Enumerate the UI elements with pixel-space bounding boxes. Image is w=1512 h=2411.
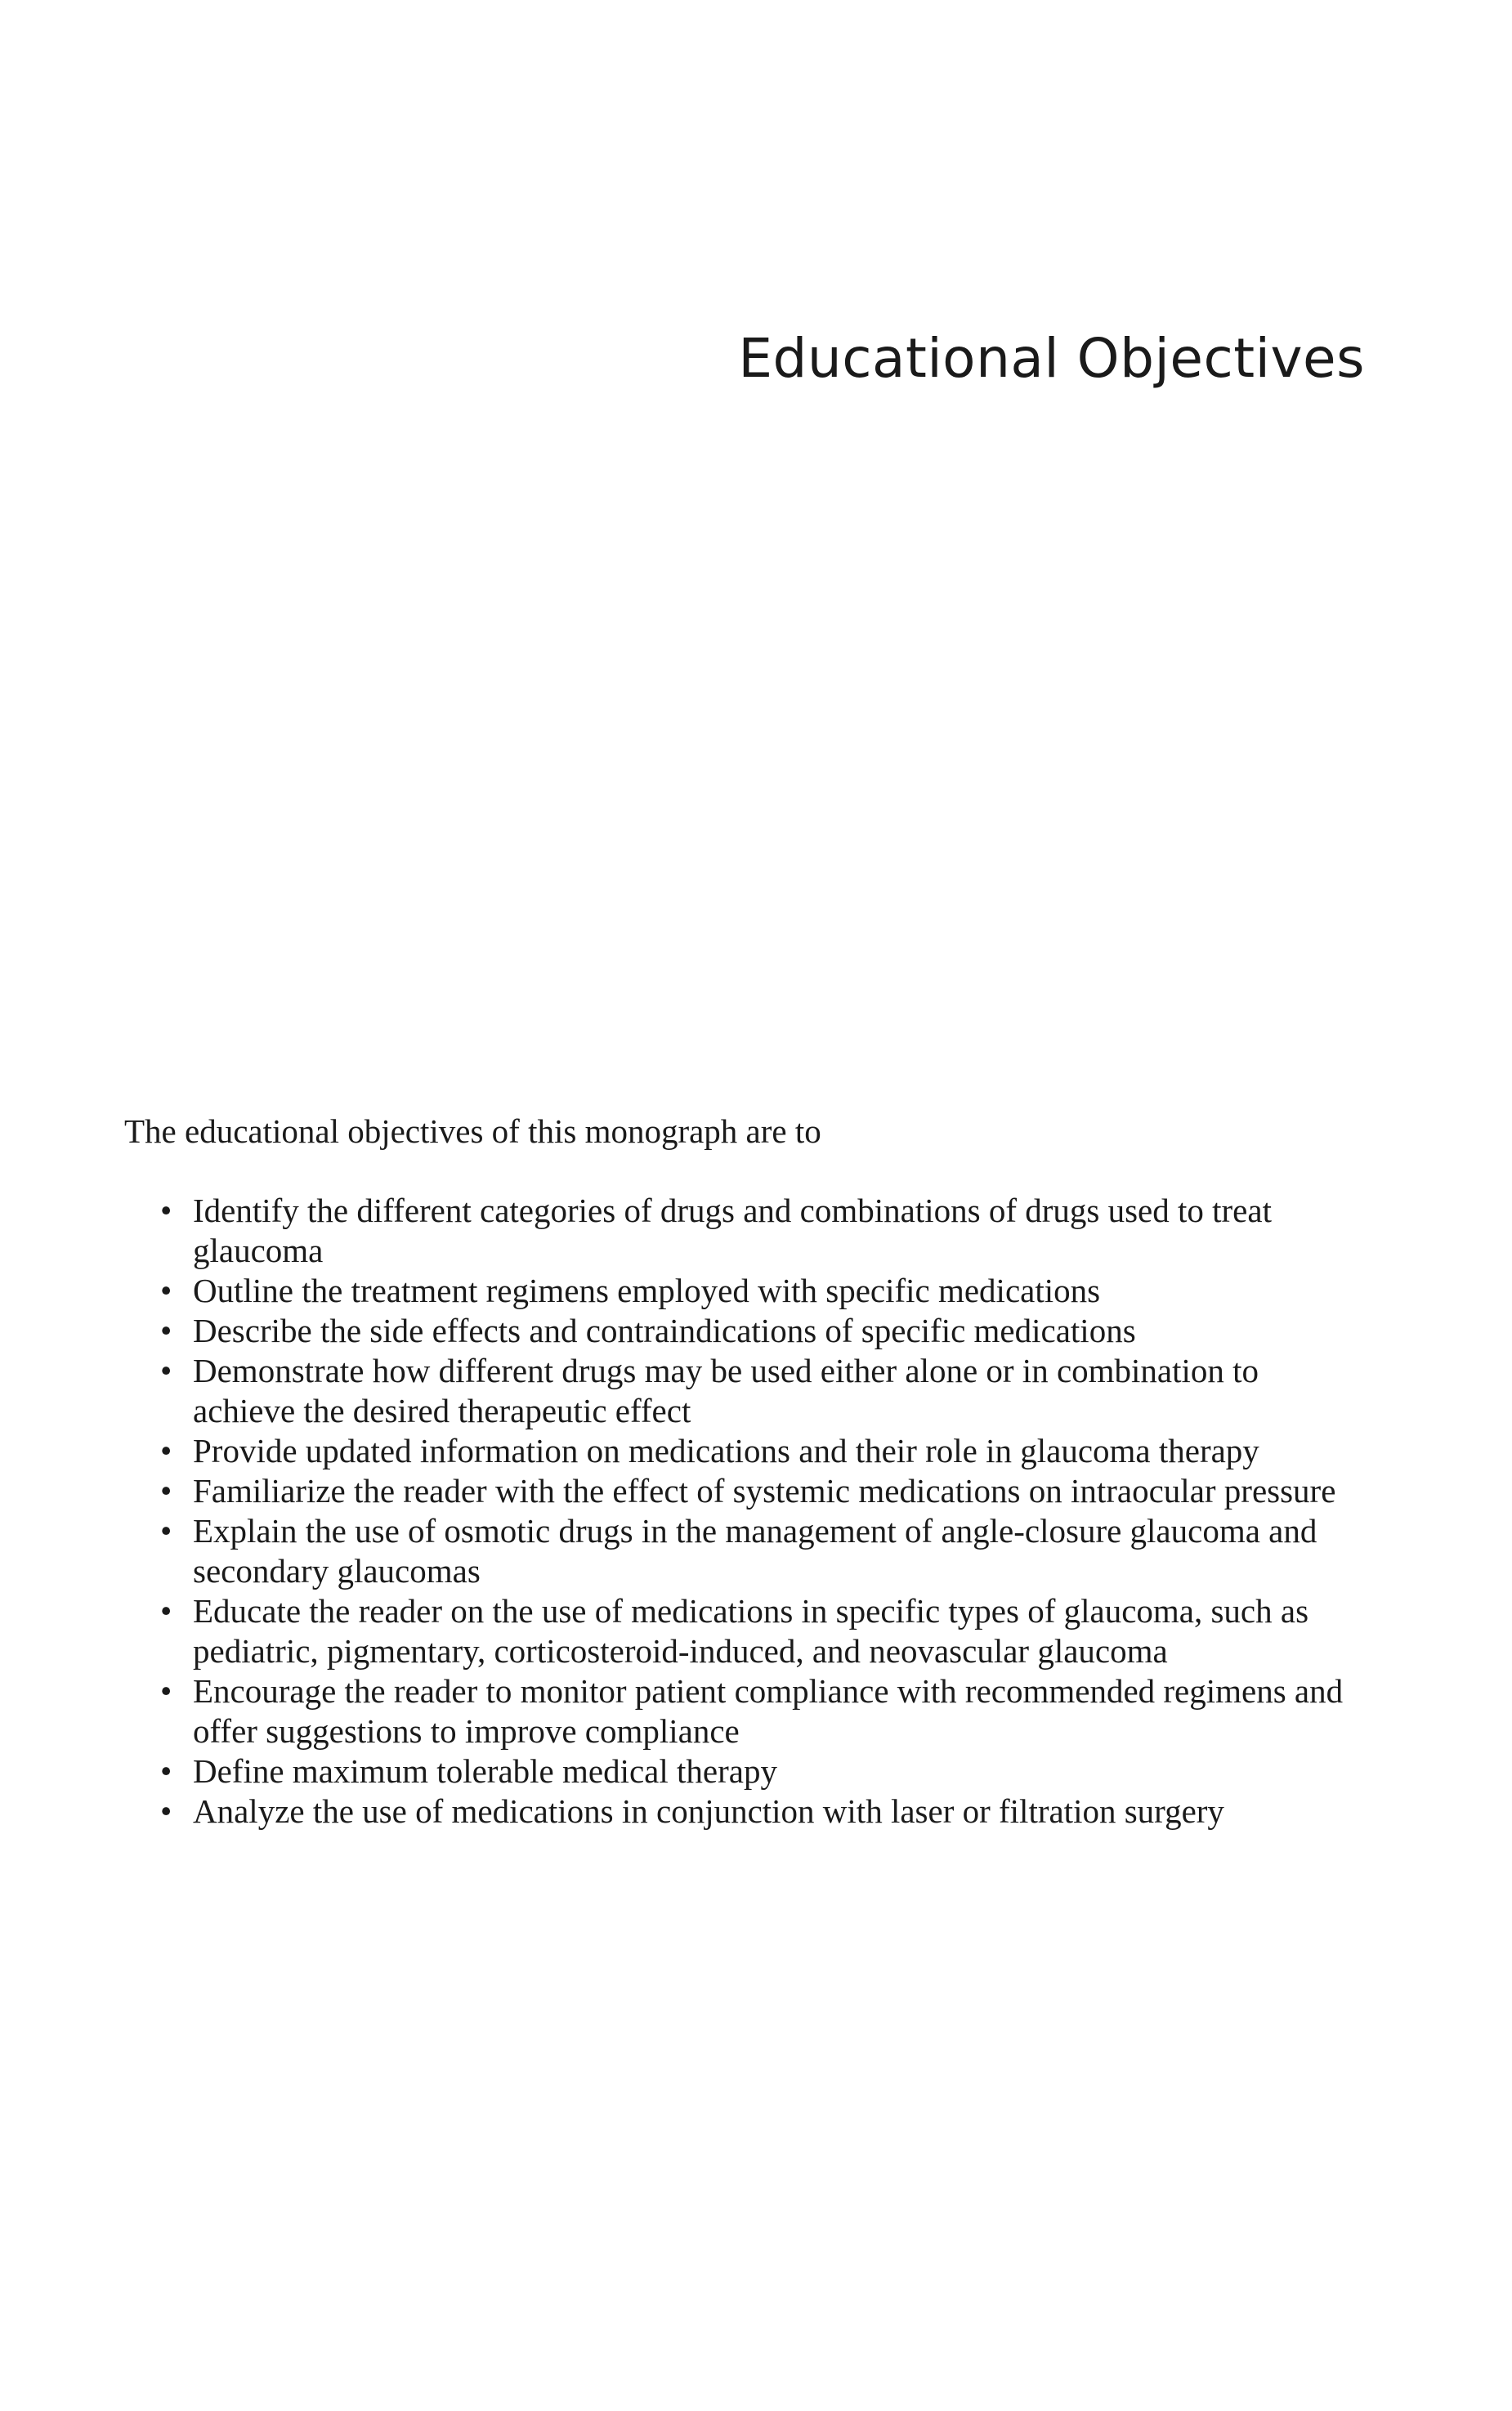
list-item <box>160 1591 1367 1671</box>
bullet-icon: • <box>160 1672 172 1710</box>
objective-text: Analyze the use of medications in conjunction with laser or filtration surgery <box>193 1792 1224 1830</box>
bullet-icon: • <box>160 1432 172 1469</box>
list-item <box>160 1751 1367 1791</box>
bullet-icon: • <box>160 1512 172 1550</box>
objectives-list <box>124 1191 1367 1832</box>
bullet-icon: • <box>160 1312 172 1349</box>
list-item <box>160 1791 1367 1832</box>
page-title: Educational Objectives <box>738 327 1365 390</box>
objective-text: Identify the different categories of drugs and combinations of drugs used to treat glaucoma <box>193 1192 1272 1269</box>
list-item <box>160 1471 1367 1511</box>
bullet-icon: • <box>160 1352 172 1389</box>
list-item <box>160 1511 1367 1591</box>
list-item <box>160 1431 1367 1471</box>
objective-text: Educate the reader on the use of medications in specific types of glaucoma, such as pediatric, pigmentary, corticosteroid-induced, and neovascular glaucoma <box>193 1592 1309 1670</box>
bullet-icon: • <box>160 1792 172 1830</box>
objective-text: Describe the side effects and contraindications of specific medications <box>193 1312 1136 1349</box>
bullet-icon: • <box>160 1752 172 1790</box>
objective-text: Define maximum tolerable medical therapy <box>193 1752 777 1790</box>
list-item <box>160 1351 1367 1431</box>
bullet-icon: • <box>160 1472 172 1510</box>
list-item <box>160 1671 1367 1751</box>
objective-text: Outline the treatment regimens employed with specific medications <box>193 1272 1101 1309</box>
intro-text: The educational objectives of this monograph are to <box>124 1112 821 1150</box>
objective-text: Explain the use of osmotic drugs in the management of angle-closure glaucoma and secondary glaucomas <box>193 1512 1317 1590</box>
objective-text: Demonstrate how different drugs may be used either alone or in combination to achieve the desired therapeutic effect <box>193 1352 1259 1429</box>
list-item <box>160 1271 1367 1311</box>
objectives-section <box>124 1112 1367 1832</box>
list-item <box>160 1191 1367 1271</box>
objective-text: Encourage the reader to monitor patient compliance with recommended regimens and offer suggestions to improve compliance <box>193 1672 1344 1750</box>
objective-text: Familiarize the reader with the effect of systemic medications on intraocular pressure <box>193 1472 1336 1510</box>
bullet-icon: • <box>160 1272 172 1309</box>
bullet-icon: • <box>160 1592 172 1630</box>
list-item <box>160 1311 1367 1351</box>
bullet-icon: • <box>160 1192 172 1229</box>
objective-text: Provide updated information on medications and their role in glaucoma therapy <box>193 1432 1259 1469</box>
